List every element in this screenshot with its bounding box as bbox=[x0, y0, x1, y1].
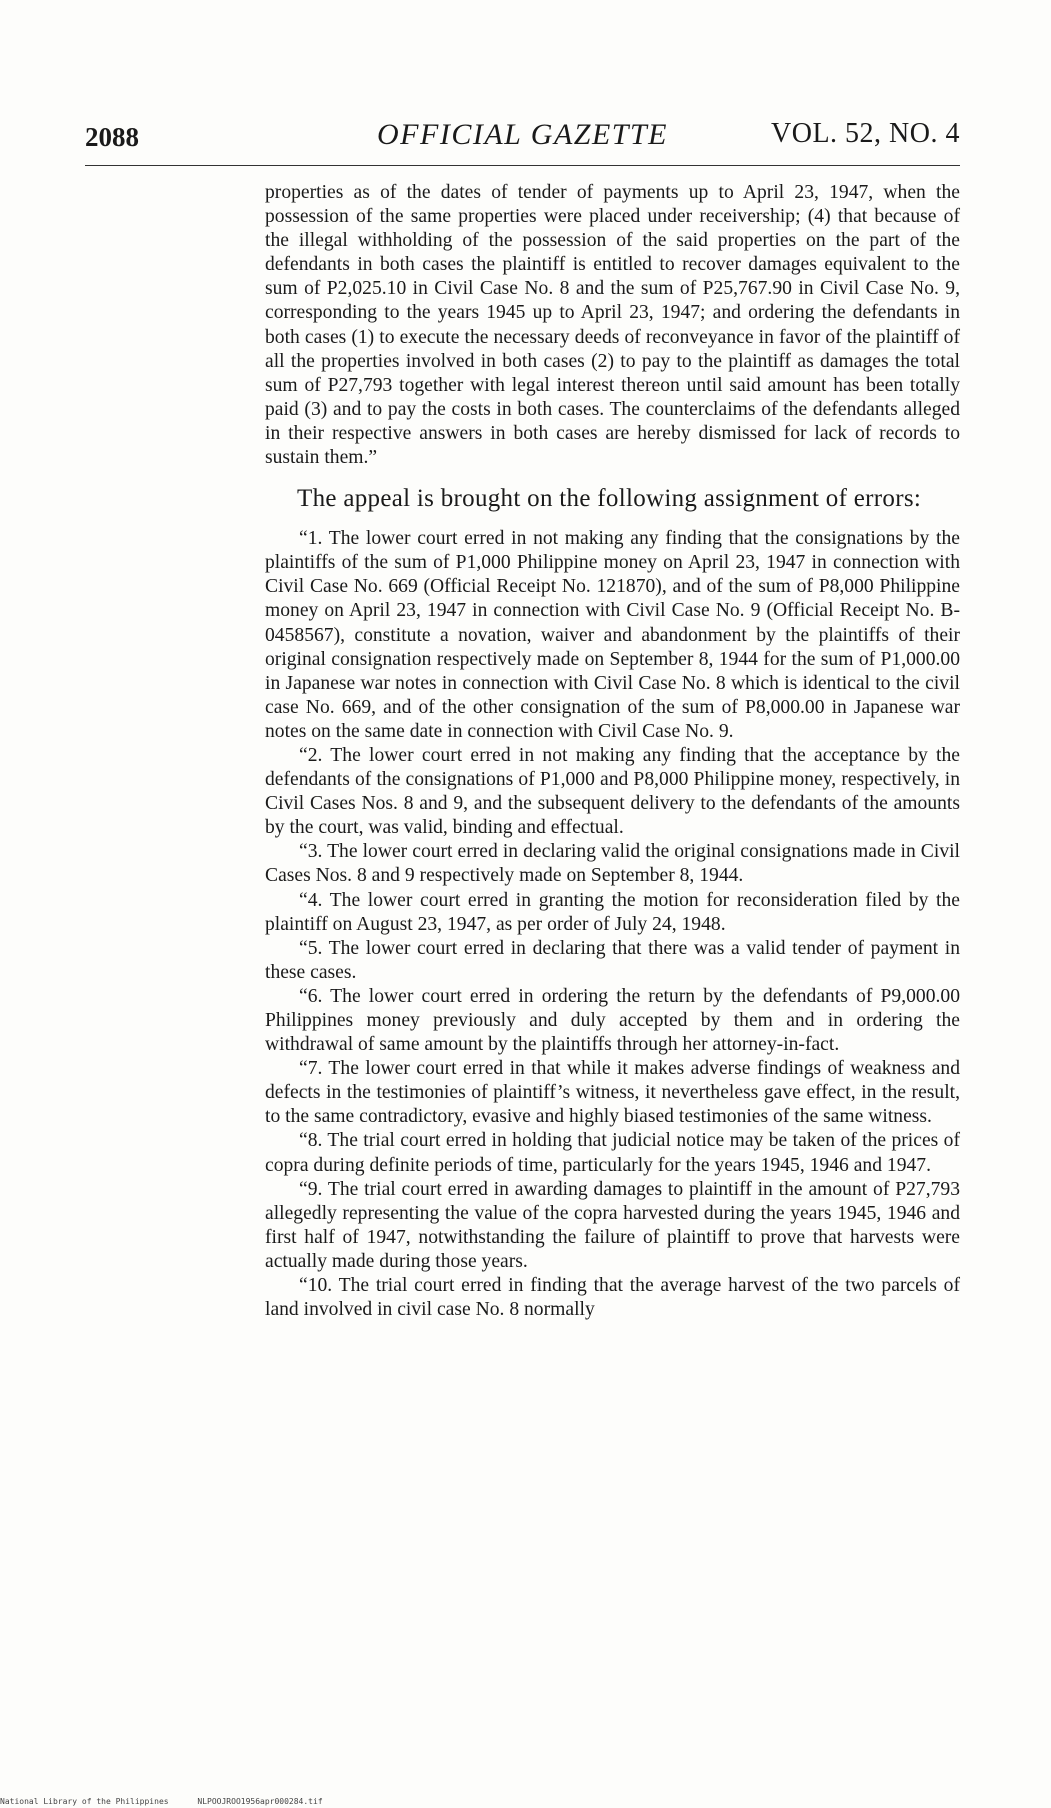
error-item-4: “4. The lower court erred in granting the motion for reconsideration filed by the plaintiff on August 23, 1947, as per order of July 24, 1948. bbox=[265, 889, 960, 935]
library-credit: National Library of the Philippines bbox=[0, 1797, 169, 1806]
page-number: 2088 bbox=[85, 122, 139, 152]
assignment-of-errors bbox=[265, 527, 960, 1322]
page-header bbox=[85, 118, 960, 158]
error-item-9: “9. The trial court erred in awarding damages to plaintiff in the amount of P27,793 allegedly representing the value of the copra harvested during the years 1945, 1946 and first half of 1947, notwithstanding the failure of plaintiff to prove that harvests were actually made during those years. bbox=[265, 1178, 960, 1272]
appeal-intro-paragraph: The appeal is brought on the following assignment of errors: bbox=[297, 485, 922, 513]
error-item-6: “6. The lower court erred in ordering the return by the defendants of P9,000.00 Philippines money previously and duly accepted by them and in ordering the withdrawal of same amount by the plaintiffs through her attorney-in-fact. bbox=[265, 985, 960, 1056]
scan-file-id: NLPOOJROO1956apr000284.tif bbox=[197, 1797, 323, 1806]
error-item-1: “1. The lower court erred in not making any finding that the consignations by the plaintiffs of the sum of P1,000 Philippine money on April 23, 1947 in connection with Civil Case No. 669 (Official Receipt No. 121870), and of the sum of P8,000 Philippine money on April 23, 1947 in connection with Civil Case No. 9 (Official Receipt No. B-0458567), constitute a novation, waiver and abandonment by the plaintiffs of their original consignation respectively made on September 8, 1944 for the sum of P1,000.00 in Japanese war notes in connection with Civil Case No. 8 which is identical to the civil case No. 669, and of the other consignation of the sum of P8,000.00 in Japanese war notes on the same date in connection with Civil Case No. 9. bbox=[265, 528, 960, 742]
publication-title: OFFICIAL GAZETTE bbox=[377, 118, 668, 151]
error-item-5: “5. The lower court erred in declaring that there was a valid tender of payment in these cases. bbox=[265, 937, 960, 983]
volume-number: VOL. 52, NO. 4 bbox=[771, 118, 960, 149]
error-item-10: “10. The trial court erred in finding that the average harvest of the two parcels of land involved in civil case No. 8 normally bbox=[265, 1275, 960, 1321]
continued-quote-paragraph: properties as of the dates of tender of payments up to April 23, 1947, when the possession of the same properties were placed under receivership; (4) that because of the illegal withholding of the possession of the said properties on the part of the defendants in both cases the plaintiff is entitled to recover damages equivalent to the sum of P2,025.10 in Civil Case No. 8 and the sum of P25,767.90 in Civil Case No. 9, corresponding to the years 1945 up to April 23, 1947; and ordering the defendants in both cases (1) to execute the necessary deeds of reconveyance in favor of the plaintiff of all the properties involved in both cases (2) to pay to the plaintiff as damages the total sum of P27,793 together with legal interest thereon until said amount has been totally paid (3) and to pay the costs in both cases. The counterclaims of the defendants alleged in their respective answers in both cases are hereby dismissed for lack of records to sustain them.” bbox=[265, 182, 960, 469]
error-item-3: “3. The lower court erred in declaring valid the original consignations made in Civil Cases Nos. 8 and 9 respectively made on September 8, 1944. bbox=[265, 841, 960, 887]
header-rule bbox=[85, 165, 960, 166]
page-body bbox=[265, 181, 960, 1322]
error-item-7: “7. The lower court erred in that while it makes adverse findings of weakness and defects in the testimonies of plaintiff’s witness, it nevertheless gave effect, in the result, to the same contradictory, evasive and highly biased testimonies of the same witness. bbox=[265, 1058, 960, 1128]
error-item-2: “2. The lower court erred in not making any finding that the acceptance by the defendants of the consignations of P1,000 and P8,000 Philippine money, respectively, in Civil Cases Nos. 8 and 9, and the subsequent delivery to the defendants of the amounts by the court, was valid, binding and effectual. bbox=[265, 744, 960, 839]
error-item-8: “8. The trial court erred in holding that judicial notice may be taken of the prices of copra during definite periods of time, particularly for the years 1945, 1946 and 1947. bbox=[265, 1130, 960, 1176]
scan-footer bbox=[0, 1797, 347, 1806]
